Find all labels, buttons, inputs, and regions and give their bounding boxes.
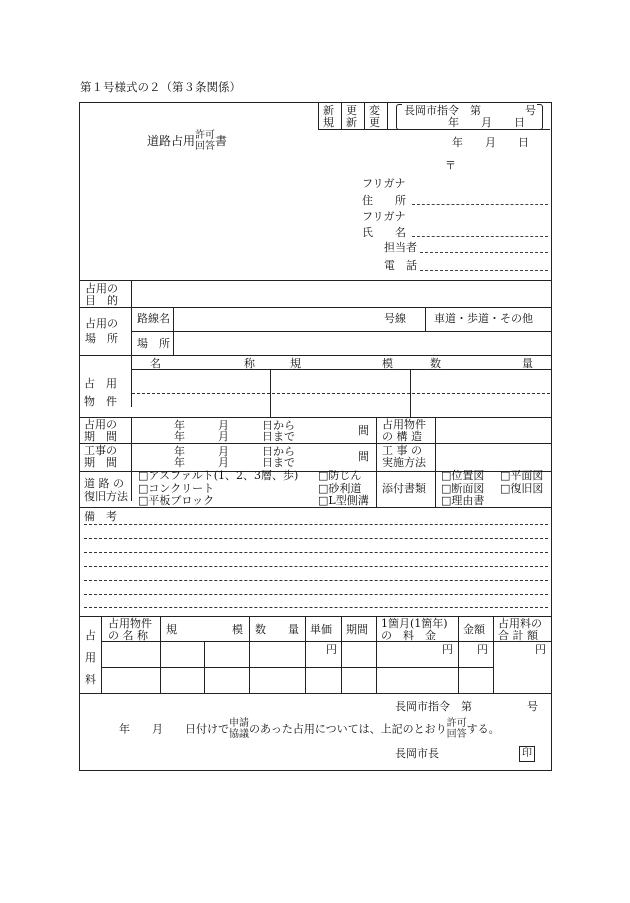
route-number-label: 号線 [384,312,406,325]
col-header-qty-1: 数 [430,357,441,370]
fee-side-3: 料 [85,673,96,686]
structure-field[interactable] [436,418,549,442]
fee-side-1: 占 [85,629,96,642]
occupancy-days: 間 [358,424,369,437]
fee-header-scale: 規 模 [166,623,243,636]
work-period-label: 工事の 期 間 [84,444,117,469]
furigana-name: フリガナ [362,210,406,223]
col-header-scale-1: 規 [290,357,301,370]
fee-rows[interactable] [102,642,492,692]
object-qty-field[interactable] [411,370,549,416]
col-header-scale-2: 模 [382,357,393,370]
contact-line[interactable] [420,252,548,253]
attachment-options-2[interactable]: □平面図 □復旧図 [500,469,544,495]
purpose-label: 占用の 目 的 [85,282,118,307]
document-title: 道路占用 許可 回答 書 [147,130,228,152]
change-label: 変 更 [369,104,380,129]
approval-sentence: 年 月 日付けで 申請 協議 のあった占用については、上記のとおり 許可 回答 する。 [119,718,500,740]
application-date: 年 月 日 [452,136,529,149]
fee-header-monthly: 1箇月(1箇年) の 料 金 [381,617,448,642]
object-scale-field[interactable] [271,370,409,416]
work-from[interactable]: 年 月 日から [174,445,295,458]
name-line[interactable] [412,236,548,237]
remarks-label: 備 考 [84,510,117,523]
work-to[interactable]: 年 月 日まで [174,456,295,469]
furigana-address: フリガナ [362,177,406,190]
renew-label: 更 新 [346,104,357,129]
yen-amount: 円 [477,643,488,656]
objects-label: 占 用 物 件 [84,377,117,408]
route-name-field[interactable] [174,308,374,330]
phone-label: 電 話 [384,259,417,272]
col-header-name-1: 名 [150,357,161,370]
work-method-field[interactable] [436,444,549,470]
new-label: 新 規 [323,104,334,129]
top-designation: 長岡市指令 第 号 [404,104,536,117]
route-name-label: 路線名 [137,312,170,325]
fee-header-total: 占用料の 合 計 額 [498,617,542,642]
yen-monthly: 円 [442,643,453,656]
form-number: 第１号様式の２（第３条関係） [80,80,241,94]
fee-header-item: 占用物件 の 名 称 [108,617,152,642]
place-label: 場 所 [137,337,170,350]
occupancy-period-label: 占用の 期 間 [84,418,117,443]
col-header-qty-2: 量 [522,357,533,370]
top-date: 年 月 日 [448,116,525,129]
yen-unit-price: 円 [326,643,337,656]
place-field[interactable] [174,332,549,354]
yen-total: 円 [535,643,546,656]
contact-label: 担当者 [384,241,417,254]
structure-label: 占用物件 の 構 造 [382,418,426,443]
address-label: 住 所 [362,194,406,207]
object-name-field[interactable] [132,370,269,416]
fee-header-amount: 金額 [463,623,485,636]
restoration-options-2[interactable]: □防じん □砂利道 □L型側溝 [318,469,369,508]
phone-line[interactable] [420,270,548,271]
name-label: 氏 名 [362,226,406,239]
footer-designation: 長岡市指令 第 号 [395,700,538,713]
work-method-label: 工 事 の 実施方法 [382,444,426,469]
fee-header-unit-price: 単価 [310,623,332,636]
occupancy-to[interactable]: 年 月 日まで [174,430,295,443]
occupancy-from[interactable]: 年 月 日から [174,419,295,432]
address-line[interactable] [412,204,548,205]
restoration-options-1[interactable]: □アスファルト(1、2、3層、歩) □コンクリート □平板ブロック [138,469,299,508]
fee-header-quantity: 数 量 [255,623,299,636]
fee-total-field[interactable] [494,655,549,692]
fee-header-period: 期間 [346,623,368,636]
postal-mark: 〒 [445,159,456,172]
attachment-options-1[interactable]: □位置図 □断面図 □理由書 [441,469,485,508]
attachments-label: 添付書類 [382,482,426,495]
purpose-field[interactable] [132,281,550,307]
work-days: 間 [358,450,369,463]
restoration-label: 道 路 の 復旧方法 [84,477,128,504]
seal-mark: 印 [519,746,535,762]
road-type-options[interactable]: 車道・歩道・その他 [434,312,533,325]
mayor-label: 長岡市長 [395,747,439,760]
location-label: 占用の 場 所 [85,317,118,346]
fee-side-2: 用 [85,651,96,664]
col-header-name-2: 称 [244,357,255,370]
